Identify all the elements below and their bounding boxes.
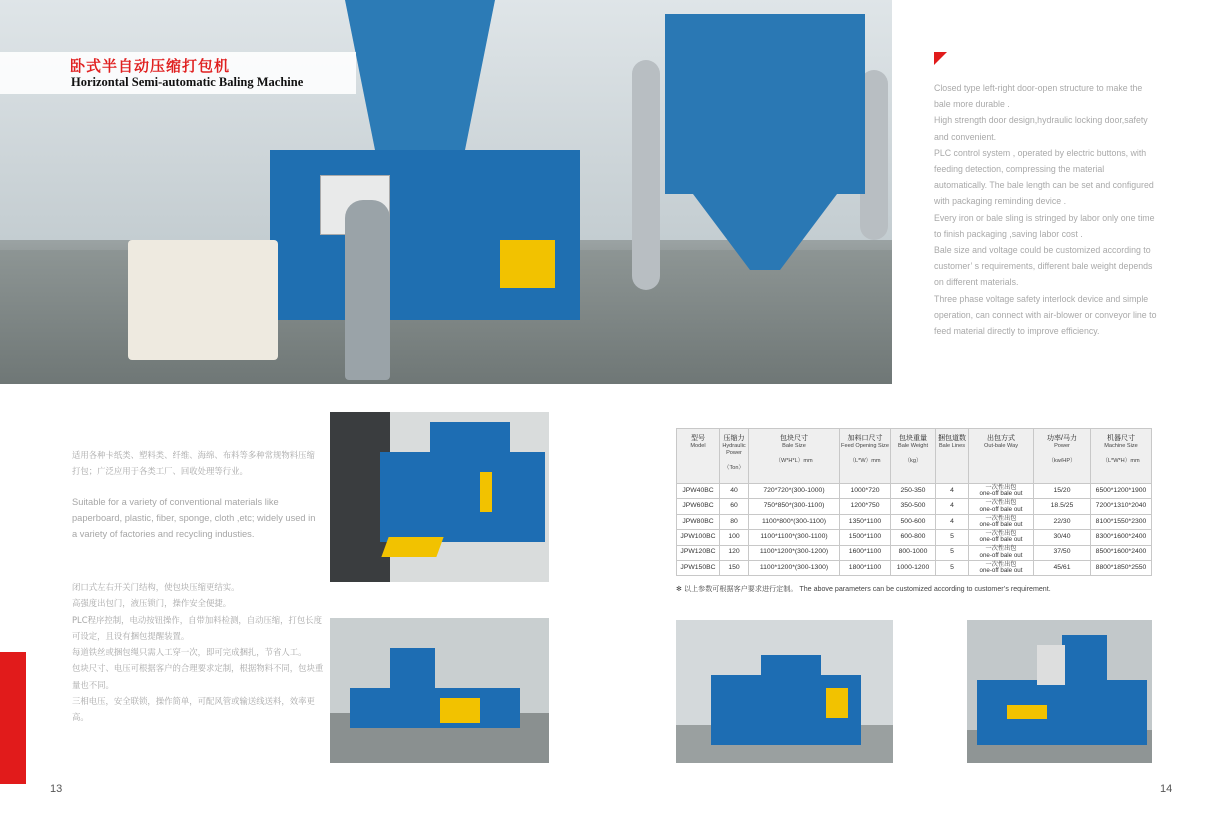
cell-out-bale [969, 545, 1034, 560]
col-header-feed-opening [840, 429, 891, 484]
out-bale-en: one-off bale out [979, 551, 1023, 559]
cell-power: 60 [720, 499, 749, 514]
header-cn: 包块重量 [899, 435, 927, 442]
cell-model: JPW40BC [677, 484, 720, 499]
out-bale-cn: 一次性出包 [985, 545, 1017, 553]
page-title-cn: 卧式半自动压缩打包机 [70, 57, 231, 75]
header-cn: 机器尺寸 [1107, 435, 1135, 442]
header-en: Feed Opening Size [841, 443, 889, 449]
cell-bale-lines: 4 [936, 514, 969, 529]
cell-model: JPW100BC [677, 530, 720, 545]
header-unit: （Ton） [723, 465, 745, 471]
col-header-model [677, 429, 720, 484]
cell-feed-opening: 1600*1100 [840, 545, 891, 560]
usage-text-en-body: Suitable for a variety of conventional materials like paperboard, plastic, fiber, sponge, cloth ,etc; widely used in a variety of factories and recycling industies. [72, 497, 316, 540]
cell-model: JPW120BC [677, 545, 720, 560]
cell-power: 150 [720, 560, 749, 575]
table-row [677, 530, 1152, 545]
cell-bale-weight: 600-800 [891, 530, 936, 545]
cell-bale-lines: 5 [936, 530, 969, 545]
cell-bale-weight: 250-350 [891, 484, 936, 499]
cell-power: 100 [720, 530, 749, 545]
cell-out-bale [969, 514, 1034, 529]
cell-machine-size: 8300*1600*2400 [1091, 530, 1152, 545]
cell-machine-size: 8100*1550*2300 [1091, 514, 1152, 529]
col-header-bale-size [749, 429, 840, 484]
cell-machine-size: 6500*1200*1900 [1091, 484, 1152, 499]
product-photo-3 [676, 620, 893, 763]
out-bale-en: one-off bale out [979, 520, 1023, 528]
header-cn: 压缩力 [723, 435, 745, 442]
header-en: Bale Lines [938, 443, 966, 449]
cell-bale-size: 1100*1200*(300-1200) [749, 545, 840, 560]
cell-power-hp: 18.5/25 [1034, 499, 1091, 514]
cell-power: 80 [720, 514, 749, 529]
cell-feed-opening: 1000*720 [840, 484, 891, 499]
table-row [677, 514, 1152, 529]
cell-power-hp: 15/20 [1034, 484, 1091, 499]
cell-machine-size: 7200*1310*2040 [1091, 499, 1152, 514]
table-row [677, 484, 1152, 499]
header-cn: 包块尺寸 [780, 435, 808, 442]
cell-feed-opening: 1500*1100 [840, 530, 891, 545]
cell-power: 120 [720, 545, 749, 560]
red-corner-marker [934, 52, 947, 65]
intro-paragraph: Every iron or bale sling is stringed by labor only one time to finish packaging ,saving labor cost . [934, 212, 1155, 239]
cell-bale-size: 720*720*(300-1000) [749, 484, 840, 499]
col-header-power [720, 429, 749, 484]
intro-paragraph: Bale size and voltage could be customized according to customer’ s requirements, different bale weight depends on different materials. [934, 245, 1153, 288]
cell-power-hp: 37/50 [1034, 545, 1091, 560]
feature-line-cn: 三相电压，安全联锁，操作简单，可配风管或输送线送料，效率更高。 [72, 696, 315, 723]
cell-bale-size: 1100*800*(300-1100) [749, 514, 840, 529]
cell-bale-size: 750*850*(300-1100) [749, 499, 840, 514]
cell-power-hp: 30/40 [1034, 530, 1091, 545]
col-header-out-bale [969, 429, 1034, 484]
header-cn: 型号 [691, 435, 705, 442]
header-cn: 出包方式 [987, 435, 1015, 442]
header-en: Out-bale Way [984, 443, 1018, 449]
header-en: Model [690, 443, 706, 449]
specification-table [676, 428, 1152, 576]
out-bale-en: one-off bale out [979, 505, 1023, 513]
feature-line-cn: PLC程序控制，电动按钮操作，自带加料检测，自动压缩，打包长度可设定，且设有捆包提醒装置。 [72, 614, 323, 641]
cell-bale-lines: 4 [936, 499, 969, 514]
header-unit: （L*W）mm [849, 458, 881, 464]
page-number-left: 13 [50, 783, 63, 795]
cell-model: JPW80BC [677, 514, 720, 529]
header-cn: 加料口尺寸 [847, 435, 883, 442]
page-title-en: Horizontal Semi-automatic Baling Machine [71, 75, 304, 89]
cell-bale-lines: 5 [936, 545, 969, 560]
col-header-machine-size [1091, 429, 1152, 484]
header-en: Bale Size [782, 443, 806, 449]
cell-bale-lines: 5 [936, 560, 969, 575]
col-header-bale-lines [936, 429, 969, 484]
product-photo-1 [330, 412, 549, 582]
header-en: Power [1054, 443, 1070, 449]
table-row [677, 499, 1152, 514]
table-row [677, 545, 1152, 560]
cell-machine-size: 8800*1850*2550 [1091, 560, 1152, 575]
product-photo-2 [330, 618, 549, 763]
cell-out-bale [969, 484, 1034, 499]
col-header-bale-weight [891, 429, 936, 484]
cell-machine-size: 8500*1600*2400 [1091, 545, 1152, 560]
table-footnote: ✻ 以上参数可根据客户要求进行定制。 The above parameters can be customized according to customer’s requirement. [676, 585, 1051, 593]
cell-feed-opening: 1200*750 [840, 499, 891, 514]
header-en: Machine Size [1104, 443, 1138, 449]
header-unit: （kg） [904, 458, 922, 464]
header-unit: （W*H*L）mm [775, 458, 813, 464]
intro-paragraph: High strength door design,hydraulic locking door,safety and convenient. [934, 115, 1148, 142]
features-text-cn [72, 579, 324, 726]
cell-power: 40 [720, 484, 749, 499]
out-bale-cn: 一次性出包 [985, 514, 1017, 522]
header-en: Bale Weight [897, 443, 929, 449]
cell-power-hp: 22/30 [1034, 514, 1091, 529]
out-bale-en: one-off bale out [979, 536, 1023, 544]
cell-bale-weight: 1000-1200 [891, 560, 936, 575]
cell-bale-weight: 500-600 [891, 514, 936, 529]
out-bale-cn: 一次性出包 [985, 529, 1017, 537]
header-en: Hydraulic Power [722, 443, 746, 456]
cell-power-hp: 45/61 [1034, 560, 1091, 575]
product-photo-4 [967, 620, 1152, 763]
feature-description-en [934, 80, 1159, 339]
cell-bale-size: 1100*1200*(300-1300) [749, 560, 840, 575]
usage-text-cn [72, 447, 322, 479]
cell-bale-weight: 800-1000 [891, 545, 936, 560]
out-bale-cn: 一次性出包 [985, 560, 1017, 568]
intro-paragraph: Closed type left-right door-open structure to make the bale more durable . [934, 83, 1143, 110]
feature-line-cn: 每道铁丝或捆包绳只需人工穿一次，即可完成捆扎，节省人工。 [72, 647, 307, 658]
table-row [677, 560, 1152, 575]
out-bale-en: one-off bale out [979, 567, 1023, 575]
cell-model: JPW150BC [677, 560, 720, 575]
cell-out-bale [969, 499, 1034, 514]
cell-feed-opening: 1350*1100 [840, 514, 891, 529]
cell-out-bale [969, 560, 1034, 575]
cell-model: JPW60BC [677, 499, 720, 514]
header-unit: （L*W*H）mm [1102, 458, 1140, 464]
out-bale-cn: 一次性出包 [985, 499, 1017, 507]
col-header-power-hp [1034, 429, 1091, 484]
header-cn: 捆包道数 [938, 435, 966, 442]
cell-feed-opening: 1800*1100 [840, 560, 891, 575]
cell-bale-weight: 350-500 [891, 499, 936, 514]
cell-bale-size: 1100*1100*(300-1100) [749, 530, 840, 545]
usage-text-cn-body: 适用各种卡纸类、塑料类、纤维、海绵、布料等多种常规物料压缩打包；广泛应用于各类工厂、回收处理等行业。 [72, 450, 315, 476]
feature-line-cn: 闭口式左右开关门结构，使包块压缩更结实。 [72, 582, 240, 592]
cell-bale-lines: 4 [936, 484, 969, 499]
usage-text-en [72, 494, 322, 543]
red-side-bar [0, 652, 26, 784]
intro-paragraph: PLC control system , operated by electric buttons, with feeding detection, compressing the material automatically. The bale length can be set and configured with packaging reminding device . [934, 147, 1154, 207]
header-cn: 功率/马力 [1047, 435, 1077, 442]
cell-out-bale [969, 530, 1034, 545]
table-header-row [677, 429, 1152, 484]
feature-line-cn: 包块尺寸、电压可根据客户的合理要求定制，根据物料不同，包块重量也不同。 [72, 663, 324, 690]
feature-line-cn: 高强度出包门，液压锁门，操作安全便捷。 [72, 598, 232, 609]
out-bale-cn: 一次性出包 [985, 483, 1017, 491]
intro-paragraph: Three phase voltage safety interlock device and simple operation, can connect with air-blower or conveyor line to feed material directly to improve efficiency. [934, 293, 1157, 337]
header-unit: （kw/HP） [1048, 458, 1076, 464]
page-number-right: 14 [1160, 783, 1173, 795]
out-bale-en: one-off bale out [979, 490, 1023, 498]
